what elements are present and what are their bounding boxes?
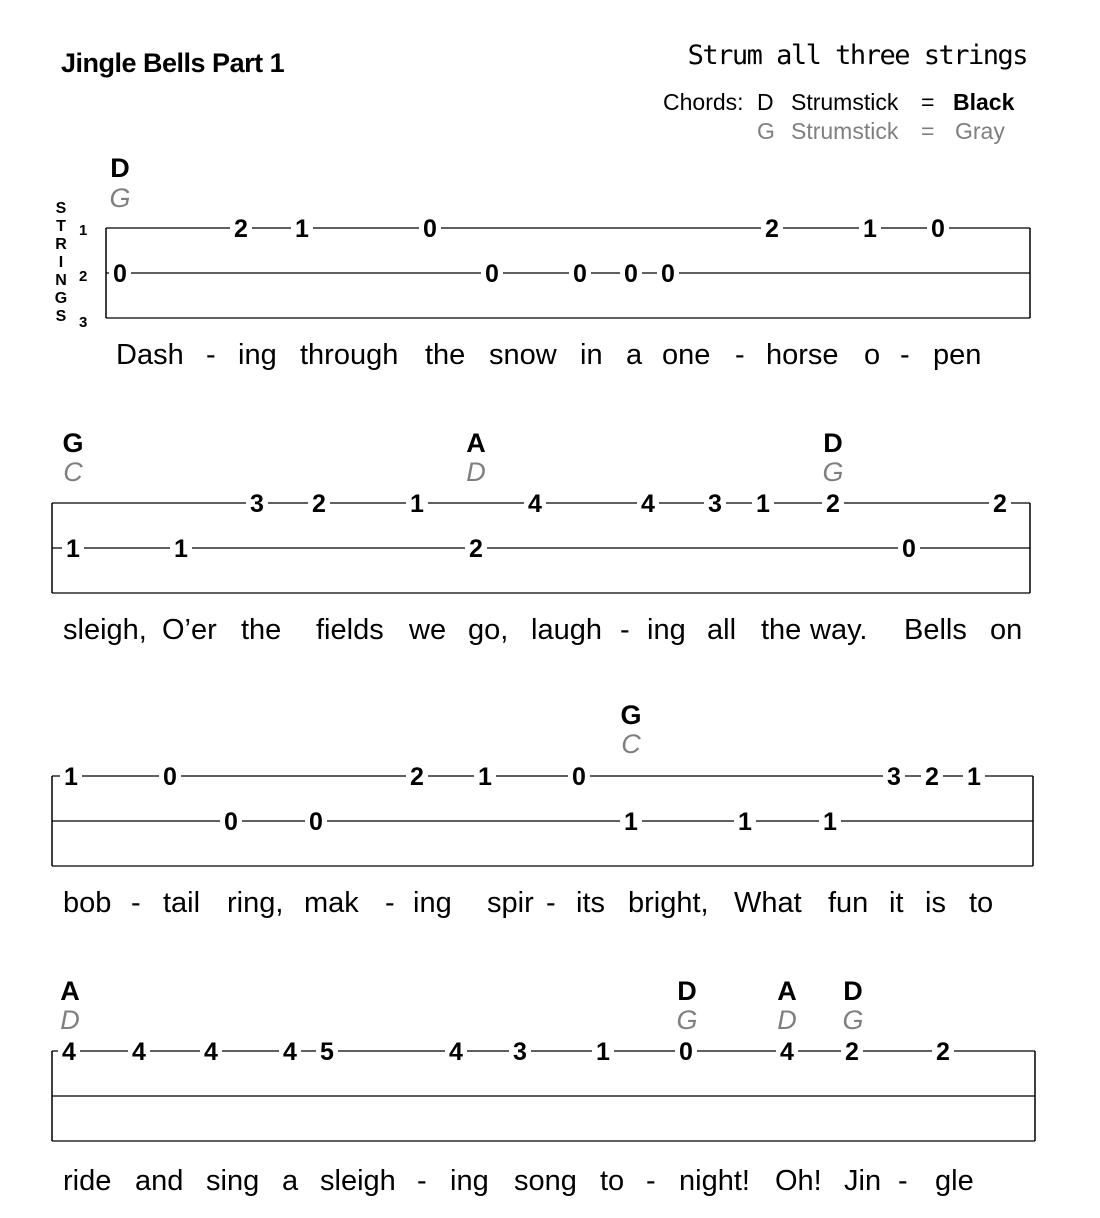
fret-number: 0 <box>309 808 323 836</box>
lyric-syllable: song <box>514 1165 577 1197</box>
lyric-hyphen: - <box>646 1165 656 1197</box>
lyric-syllable: sleigh, <box>63 614 147 646</box>
chord-d-strumstick: D <box>677 976 697 1006</box>
lyric-hyphen: - <box>620 614 630 646</box>
lyric-syllable: ing <box>450 1165 489 1197</box>
lyric-syllable: go, <box>468 614 509 646</box>
fret-number: 4 <box>449 1038 463 1066</box>
lyric-syllable: pen <box>933 339 982 371</box>
legend-g-color: Gray <box>955 118 1005 144</box>
lyric-hyphen: - <box>385 887 395 919</box>
lyric-syllable: is <box>925 887 946 919</box>
strings-label-letter: I <box>58 254 64 271</box>
lyric-hyphen: - <box>735 339 745 371</box>
fret-number: 1 <box>863 215 877 243</box>
fret-number: 3 <box>708 490 722 518</box>
page-title: Jingle Bells Part 1 <box>61 48 285 78</box>
legend-g-name: Strumstick <box>791 118 899 144</box>
lyric-syllable: all <box>707 614 737 646</box>
fret-number: 0 <box>661 260 675 288</box>
strings-label-letter: T <box>56 218 66 235</box>
fret-number: 4 <box>528 490 542 518</box>
fret-number: 0 <box>573 260 587 288</box>
legend-g-chord: G <box>757 118 775 144</box>
fret-number: 1 <box>823 808 837 836</box>
chord-d-strumstick: D <box>843 976 863 1006</box>
legend-label: Chords: <box>663 89 744 115</box>
fret-number: 0 <box>931 215 945 243</box>
lyric-syllable: o <box>864 339 881 371</box>
fret-number: 3 <box>250 490 264 518</box>
fret-number: 0 <box>572 763 586 791</box>
lyric-syllable: way. <box>810 614 868 646</box>
lyric-syllable: What <box>734 887 802 919</box>
lyric-syllable: to <box>969 887 994 919</box>
fret-number: 3 <box>887 763 901 791</box>
lyric-syllable: we <box>409 614 447 646</box>
lyric-syllable: bright, <box>628 887 709 919</box>
tab-system-1 <box>106 153 1030 318</box>
fret-number: 1 <box>478 763 492 791</box>
lyric-syllable: ride <box>63 1165 112 1197</box>
tab-system-2 <box>52 428 1030 593</box>
strings-label-letter: R <box>55 236 67 253</box>
legend-d-chord: D <box>757 89 774 115</box>
lyric-syllable: Jin <box>844 1165 882 1197</box>
lyric-syllable: ring, <box>227 887 284 919</box>
fret-number: 1 <box>596 1038 610 1066</box>
fret-number: 4 <box>132 1038 146 1066</box>
fret-number: 2 <box>765 215 779 243</box>
lyric-syllable: through <box>300 339 399 371</box>
lyric-syllable: snow <box>489 339 557 371</box>
fret-number: 4 <box>283 1038 297 1066</box>
lyric-hyphen: - <box>206 339 216 371</box>
fret-number: 2 <box>845 1038 859 1066</box>
lyric-syllable: Bells <box>904 614 967 646</box>
strings-label-letter: S <box>55 200 67 217</box>
fret-number: 3 <box>513 1038 527 1066</box>
fret-number: 0 <box>423 215 437 243</box>
lyric-syllable: sleigh <box>320 1165 396 1197</box>
lyric-syllable: ing <box>413 887 452 919</box>
fret-number: 1 <box>967 763 981 791</box>
lyric-syllable: ing <box>238 339 277 371</box>
fret-number: 0 <box>224 808 238 836</box>
lyric-syllable: sing <box>206 1165 260 1197</box>
lyric-syllable: O’er <box>162 614 217 646</box>
fret-number: 2 <box>469 535 483 563</box>
lyric-hyphen: - <box>131 887 141 919</box>
lyric-syllable: night! <box>679 1165 750 1197</box>
fret-number: 2 <box>410 763 424 791</box>
chord-g-strumstick: C <box>621 729 641 759</box>
chord-d-strumstick: G <box>62 428 84 458</box>
lyric-syllable: mak <box>304 887 359 919</box>
lyric-syllable: Oh! <box>775 1165 822 1197</box>
fret-number: 0 <box>485 260 499 288</box>
chord-g-strumstick: C <box>63 457 83 487</box>
fret-number: 2 <box>993 490 1007 518</box>
chord-d-strumstick: A <box>777 976 797 1006</box>
fret-number: 4 <box>780 1038 794 1066</box>
lyric-syllable: gle <box>935 1165 974 1197</box>
chord-d-strumstick: G <box>620 700 642 730</box>
lyric-hyphen: - <box>898 1165 908 1197</box>
lyric-syllable: tail <box>163 887 201 919</box>
chord-g-strumstick: G <box>676 1005 698 1035</box>
lyric-hyphen: - <box>900 339 910 371</box>
strings-label-letter: N <box>55 272 67 289</box>
lyric-syllable: the <box>761 614 802 646</box>
fret-number: 2 <box>936 1038 950 1066</box>
lyric-hyphen: - <box>546 887 556 919</box>
lyric-syllable: it <box>889 887 904 919</box>
legend-g-eq: = <box>921 118 935 144</box>
legend-d-name: Strumstick <box>791 89 899 115</box>
fret-number: 1 <box>64 763 78 791</box>
fret-number: 2 <box>312 490 326 518</box>
fret-number: 2 <box>234 215 248 243</box>
lyric-syllable: fun <box>828 887 869 919</box>
lyric-syllable: one <box>662 339 711 371</box>
fret-number: 0 <box>113 260 127 288</box>
fret-number: 0 <box>163 763 177 791</box>
fret-number: 1 <box>756 490 770 518</box>
lyric-syllable: spir <box>487 887 534 919</box>
fret-number: 4 <box>641 490 655 518</box>
fret-number: 1 <box>295 215 309 243</box>
lyric-syllable: the <box>425 339 466 371</box>
chord-g-strumstick: G <box>109 183 131 213</box>
lyric-syllable: horse <box>766 339 839 371</box>
fret-number: 1 <box>738 808 752 836</box>
lyric-syllable: on <box>990 614 1023 646</box>
legend-d-eq: = <box>921 89 935 115</box>
fret-number: 0 <box>902 535 916 563</box>
chord-g-strumstick: G <box>822 457 844 487</box>
tab-system-4 <box>52 976 1035 1141</box>
fret-number: 0 <box>679 1038 693 1066</box>
lyric-syllable: to <box>600 1165 625 1197</box>
chord-g-strumstick: D <box>60 1005 80 1035</box>
fret-number: 2 <box>826 490 840 518</box>
string-number-3: 3 <box>79 314 88 331</box>
fret-number: 1 <box>624 808 638 836</box>
tab-system-3 <box>52 700 1033 866</box>
fret-number: 4 <box>62 1038 76 1066</box>
lyric-syllable: a <box>282 1165 299 1197</box>
chord-g-strumstick: D <box>777 1005 797 1035</box>
chord-d-strumstick: D <box>110 153 130 183</box>
lyric-syllable: and <box>135 1165 184 1197</box>
lyric-syllable: Dash <box>116 339 184 371</box>
strings-label-letter: G <box>54 290 68 307</box>
lyric-syllable: in <box>580 339 603 371</box>
fret-number: 5 <box>320 1038 334 1066</box>
lyric-syllable: fields <box>316 614 384 646</box>
chord-d-strumstick: A <box>466 428 486 458</box>
chord-d-strumstick: A <box>60 976 80 1006</box>
string-number-1: 1 <box>79 222 88 239</box>
fret-number: 1 <box>174 535 188 563</box>
strings-label-letter: S <box>55 308 67 325</box>
lyric-syllable: bob <box>63 887 112 919</box>
lyric-syllable: laugh <box>531 614 602 646</box>
chord-d-strumstick: D <box>823 428 843 458</box>
fret-number: 4 <box>204 1038 218 1066</box>
fret-number: 2 <box>925 763 939 791</box>
legend-d-color: Black <box>953 89 1015 115</box>
strum-instruction: Strum all three strings <box>687 40 1027 71</box>
chord-g-strumstick: D <box>466 457 486 487</box>
fret-number: 1 <box>66 535 80 563</box>
chord-g-strumstick: G <box>842 1005 864 1035</box>
lyric-syllable: the <box>241 614 282 646</box>
fret-number: 1 <box>410 490 424 518</box>
fret-number: 0 <box>624 260 638 288</box>
lyric-syllable: ing <box>647 614 686 646</box>
lyric-hyphen: - <box>417 1165 427 1197</box>
lyric-syllable: its <box>576 887 605 919</box>
lyric-syllable: a <box>626 339 643 371</box>
string-number-2: 2 <box>79 268 88 285</box>
